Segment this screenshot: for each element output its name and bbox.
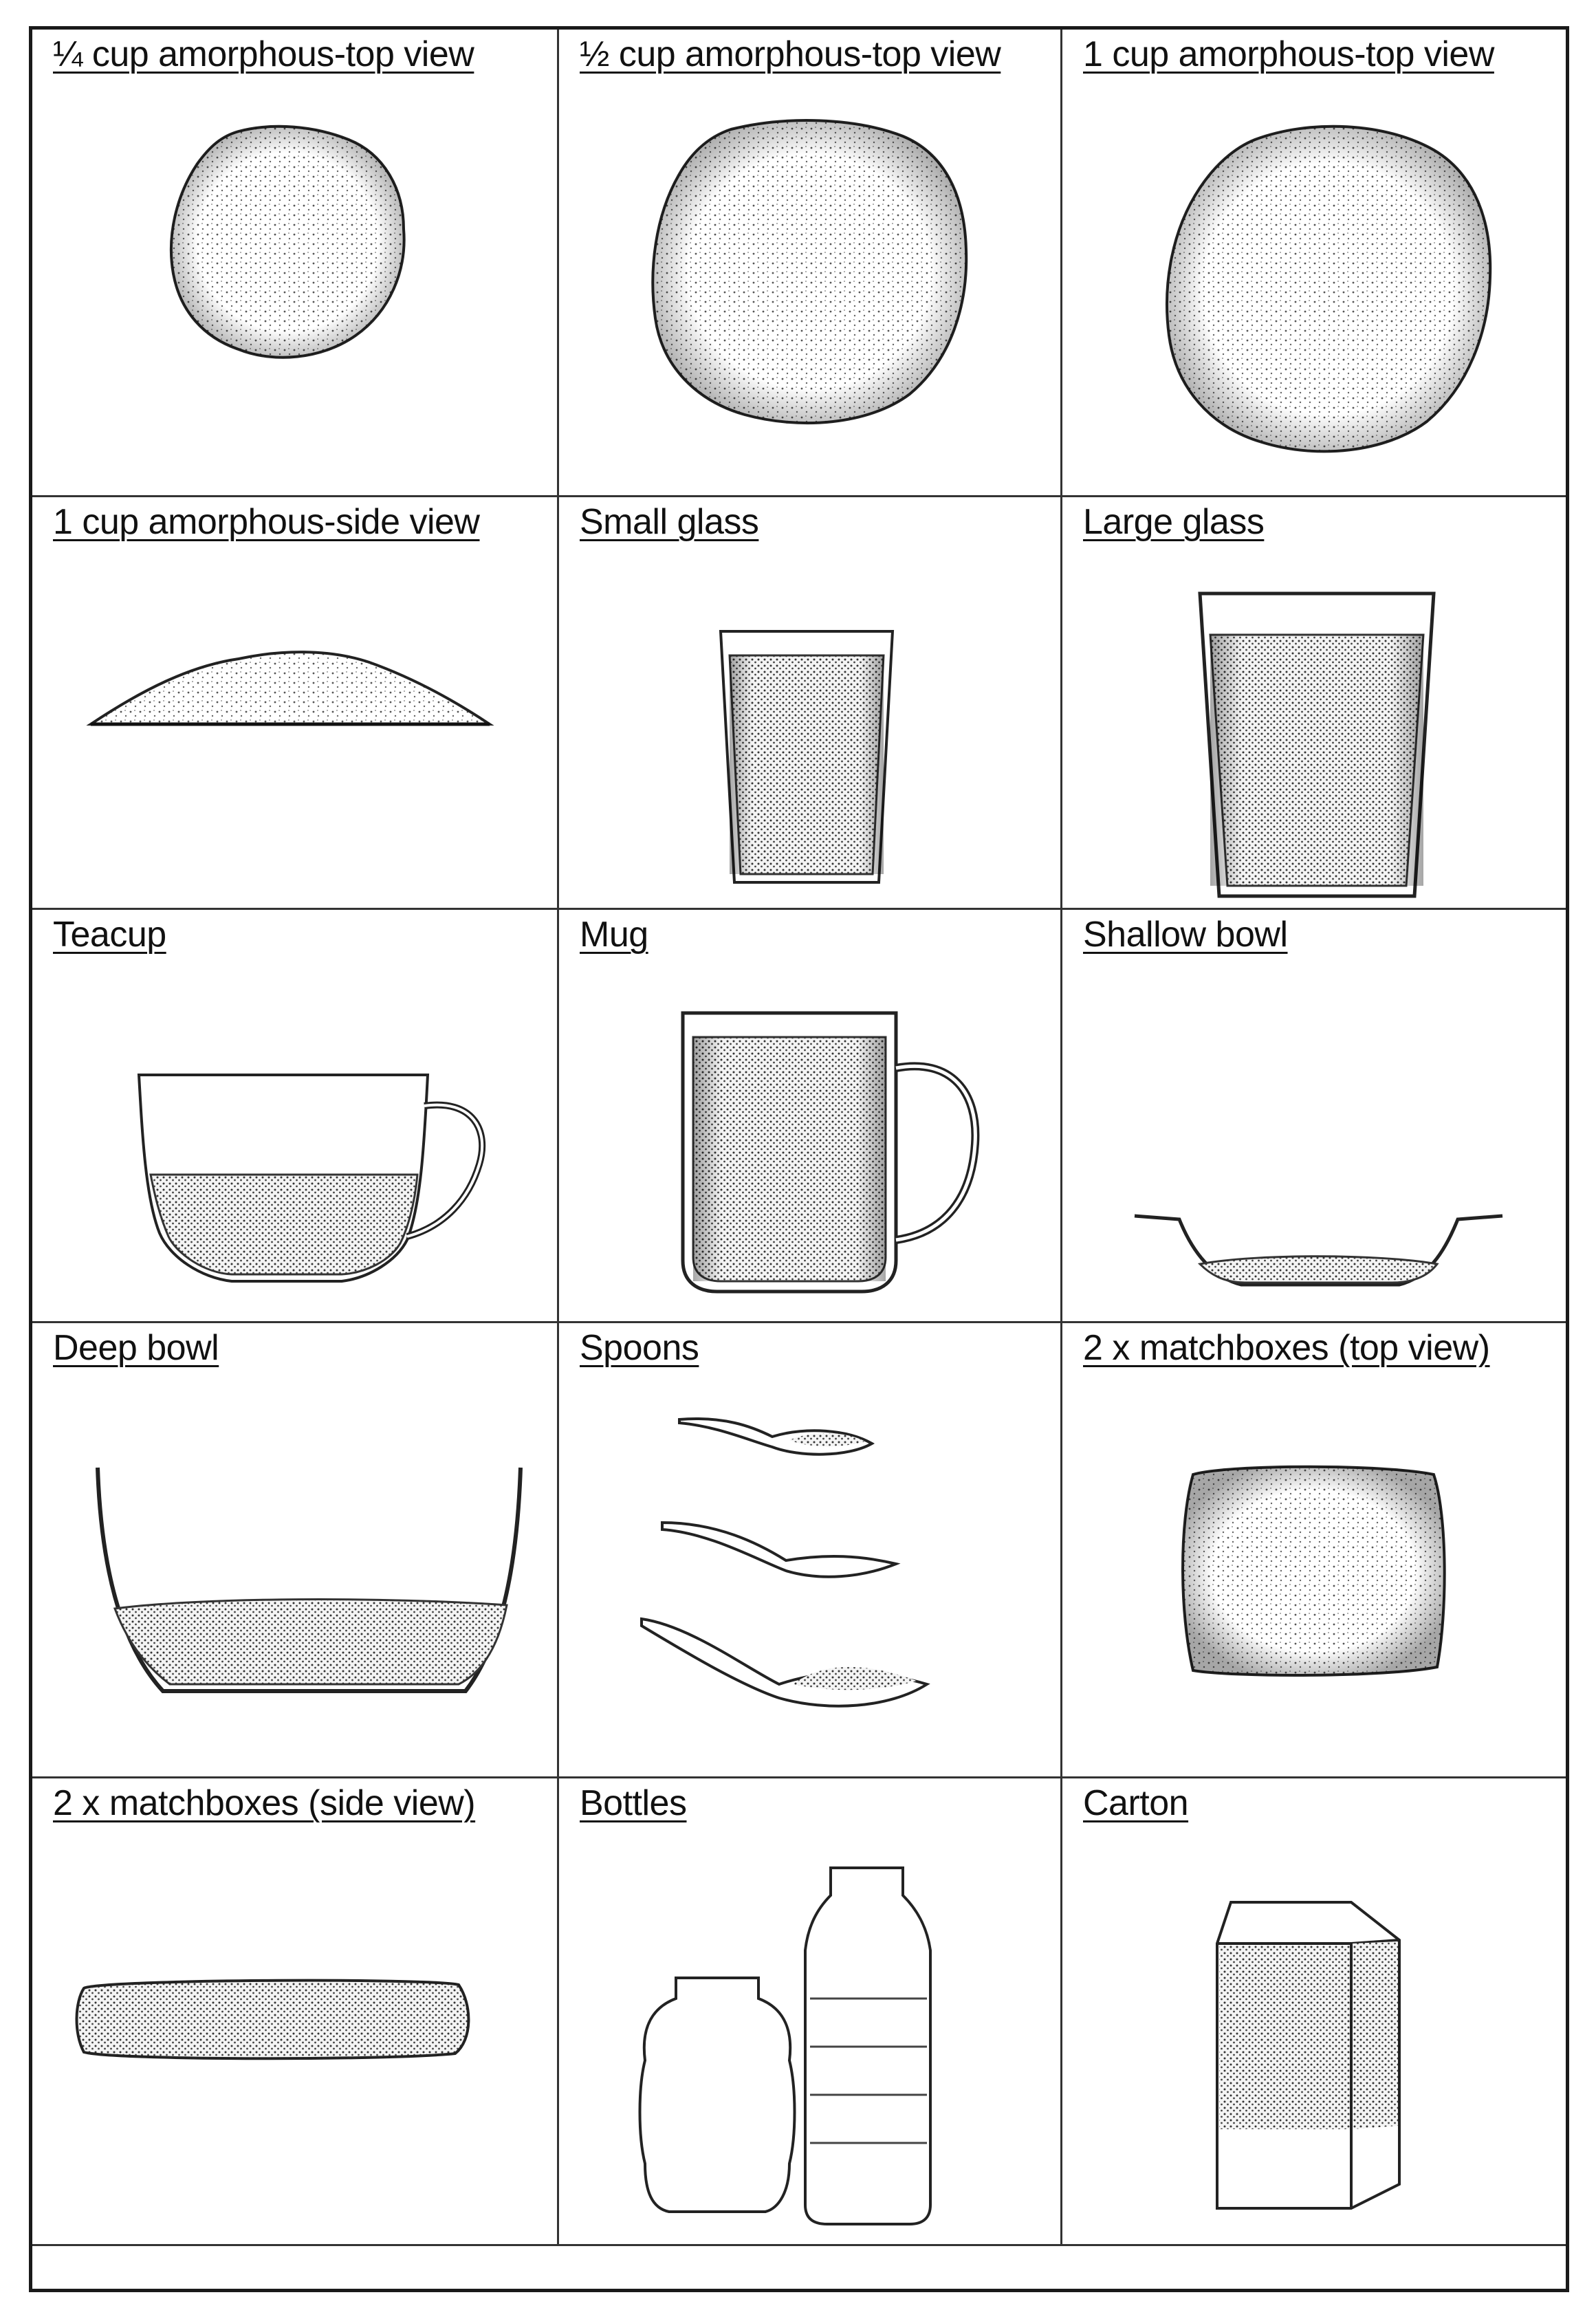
cell-matchboxes-side — [32, 1778, 557, 2244]
cell-half-cup-top — [559, 30, 1060, 495]
cell-one-cup-side — [32, 497, 557, 908]
large-glass-icon — [1062, 497, 1573, 908]
cell-label: Bottles — [580, 1783, 687, 1823]
small-glass-icon — [559, 497, 1060, 908]
cell-label: Mug — [580, 915, 648, 955]
carton-icon — [1062, 1778, 1573, 2244]
spoons-icon — [559, 1323, 1060, 1776]
amorphous-pile-top-small-icon — [32, 30, 557, 495]
matchboxes-side-icon — [32, 1778, 557, 2244]
cell-label: 2 x matchboxes (top view) — [1083, 1328, 1490, 1368]
amorphous-pile-top-large-icon — [1062, 30, 1573, 495]
cell-one-cup-top — [1062, 30, 1573, 495]
cell-mug — [559, 910, 1060, 1321]
amorphous-pile-side-icon — [32, 497, 557, 908]
cell-label: Large glass — [1083, 502, 1265, 542]
deep-bowl-icon — [32, 1323, 557, 1776]
bottles-icon — [559, 1778, 1060, 2244]
cell-deep-bowl — [32, 1323, 557, 1776]
cell-small-glass — [559, 497, 1060, 908]
row-divider — [32, 2244, 1566, 2246]
cell-teacup — [32, 910, 557, 1321]
cell-bottles — [559, 1778, 1060, 2244]
matchboxes-top-icon — [1062, 1323, 1573, 1776]
cell-label: ¼ cup amorphous-top view — [53, 34, 474, 74]
cell-label: 1 cup amorphous-top view — [1083, 34, 1494, 74]
cell-label: Spoons — [580, 1328, 699, 1368]
cell-label: 2 x matchboxes (side view) — [53, 1783, 476, 1823]
cell-quarter-cup-top — [32, 30, 557, 495]
shallow-bowl-icon — [1062, 910, 1573, 1321]
teacup-icon — [32, 910, 557, 1321]
cell-carton — [1062, 1778, 1573, 2244]
cell-label: Shallow bowl — [1083, 915, 1288, 955]
mug-icon — [559, 910, 1060, 1321]
cell-label: 1 cup amorphous-side view — [53, 502, 480, 542]
portion-size-chart — [29, 26, 1569, 2292]
cell-label: ½ cup amorphous-top view — [580, 34, 1001, 74]
cell-label: Small glass — [580, 502, 759, 542]
cell-shallow-bowl — [1062, 910, 1573, 1321]
cell-label: Carton — [1083, 1783, 1189, 1823]
cell-label: Deep bowl — [53, 1328, 219, 1368]
cell-label: Teacup — [53, 915, 166, 955]
cell-spoons — [559, 1323, 1060, 1776]
amorphous-pile-top-medium-icon — [559, 30, 1060, 495]
cell-large-glass — [1062, 497, 1573, 908]
cell-matchboxes-top — [1062, 1323, 1573, 1776]
